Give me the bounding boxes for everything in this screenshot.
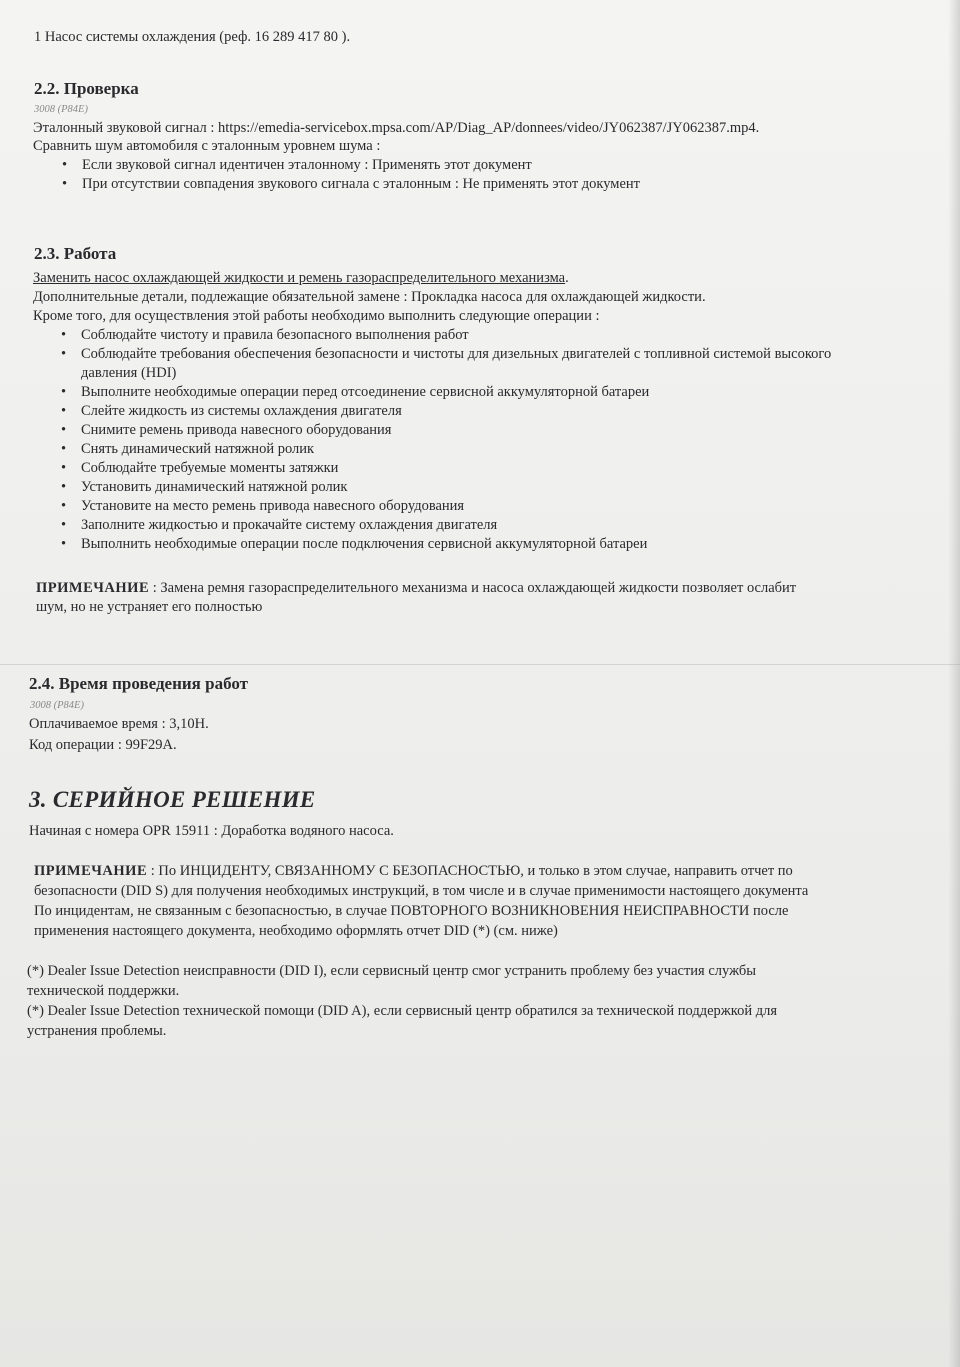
list-item: • Слейте жидкость из системы охлаждения двигателя: [61, 403, 402, 419]
did-i-line1: (*) Dealer Issue Detection неисправности (DID I), если сервисный центр смог устранить проблему без участия службы: [27, 963, 757, 979]
paid-time-line: Оплачиваемое время : 3,10H.: [29, 716, 209, 732]
note-2-3-line2: шум, но не устраняет его полностью: [36, 599, 263, 615]
list-item: • Установите на место ремень привода навесного оборудования: [61, 498, 465, 514]
replace-pump-line: Заменить насос охлаждающей жидкости и ремень газораспределительного механизма.: [33, 270, 569, 286]
page-fold: [0, 664, 960, 665]
top-line: 1 Насос системы охлаждения (реф. 16 289 417 80 ).: [34, 29, 351, 45]
list-item: • Выполнить необходимые операции после подключения сервисной аккумуляторной батареи: [61, 536, 648, 552]
note-3-line4: применения настоящего документа, необходимо оформлять отчет DID (*) (см. ниже): [34, 923, 558, 939]
list-item: • Установить динамический натяжной ролик: [61, 479, 348, 495]
list-item: • Снять динамический натяжной ролик: [61, 441, 315, 457]
section-2-2-model: 3008 (P84E): [34, 104, 88, 115]
note-3-line2: безопасности (DID S) для получения необходимых инструкций, в том числе и в случае применимости настоящего документа: [34, 883, 809, 899]
did-a-line1: (*) Dealer Issue Detection технической помощи (DID A), если сервисный центр обратился за технической поддержкой для: [27, 1003, 778, 1019]
reference-signal-line: Эталонный звуковой сигнал : https://emedia-servicebox.mpsa.com/AP/Diag_AP/donnees/video/JY062387/JY062387.mp4.: [33, 120, 760, 136]
operations-intro-line: Кроме того, для осуществления этой работы необходимо выполнить следующие операции :: [33, 308, 600, 324]
list-item: • Заполните жидкостью и прокачайте систему охлаждения двигателя: [61, 517, 498, 533]
section-2-2-bullets: [34, 156, 640, 194]
list-item: • Снимите ремень привода навесного оборудования: [61, 422, 392, 438]
list-item: • Выполните необходимые операции перед отсоединение сервисной аккумуляторной батареи: [61, 384, 650, 400]
note-3-line1: ПРИМЕЧАНИЕ : По ИНЦИДЕНТУ, СВЯЗАННОМУ С БЕЗОПАСНОСТЬЮ, и только в этом случае, направить отчет по: [34, 863, 793, 879]
section-2-3-title: 2.3. Работа: [34, 244, 117, 263]
compare-noise-line: Сравнить шум автомобиля с эталонным уровнем шума :: [33, 138, 381, 154]
note-3-line3: По инцидентам, не связанным с безопасностью, в случае ПОВТОРНОГО ВОЗНИКНОВЕНИЯ НЕИСПРАВНОСТИ после: [34, 903, 789, 919]
section-2-4-title: 2.4. Время проведения работ: [29, 674, 248, 693]
list-item: • Соблюдайте требования обеспечения безопасности и чистоты для дизельных двигателей с топливной системой высокого давления (HDI): [61, 346, 832, 381]
did-a-line2: устранения проблемы.: [27, 1023, 167, 1039]
list-item: • Если звуковой сигнал идентичен эталонному : Применять этот документ: [62, 157, 532, 173]
section-2-2-title: 2.2. Проверка: [34, 79, 139, 98]
did-i-line2: технической поддержки.: [27, 983, 180, 999]
list-item: • Соблюдайте требуемые моменты затяжки: [61, 460, 339, 476]
operation-code-line: Код операции : 99F29A.: [29, 737, 177, 753]
list-item: • Соблюдайте чистоту и правила безопасного выполнения работ: [61, 327, 469, 343]
section-2-3-bullets: [33, 326, 831, 554]
page-edge-shadow: [948, 0, 960, 1367]
list-item: • При отсутствии совпадения звукового сигнала с эталонным : Не применять этот документ: [62, 176, 641, 192]
section-2-4-model: 3008 (P84E): [30, 700, 84, 711]
extra-parts-line: Дополнительные детали, подлежащие обязательной замене : Прокладка насоса для охлаждающей жидкости.: [33, 289, 706, 305]
section-3-title: 3. СЕРИЙНОЕ РЕШЕНИЕ: [29, 787, 316, 812]
serial-solution-line: Начиная с номера OPR 15911 : Доработка водяного насоса.: [29, 823, 394, 839]
note-2-3-line1: ПРИМЕЧАНИЕ : Замена ремня газораспределительного механизма и насоса охлаждающей жидкости позволяет ослабит: [36, 580, 797, 596]
